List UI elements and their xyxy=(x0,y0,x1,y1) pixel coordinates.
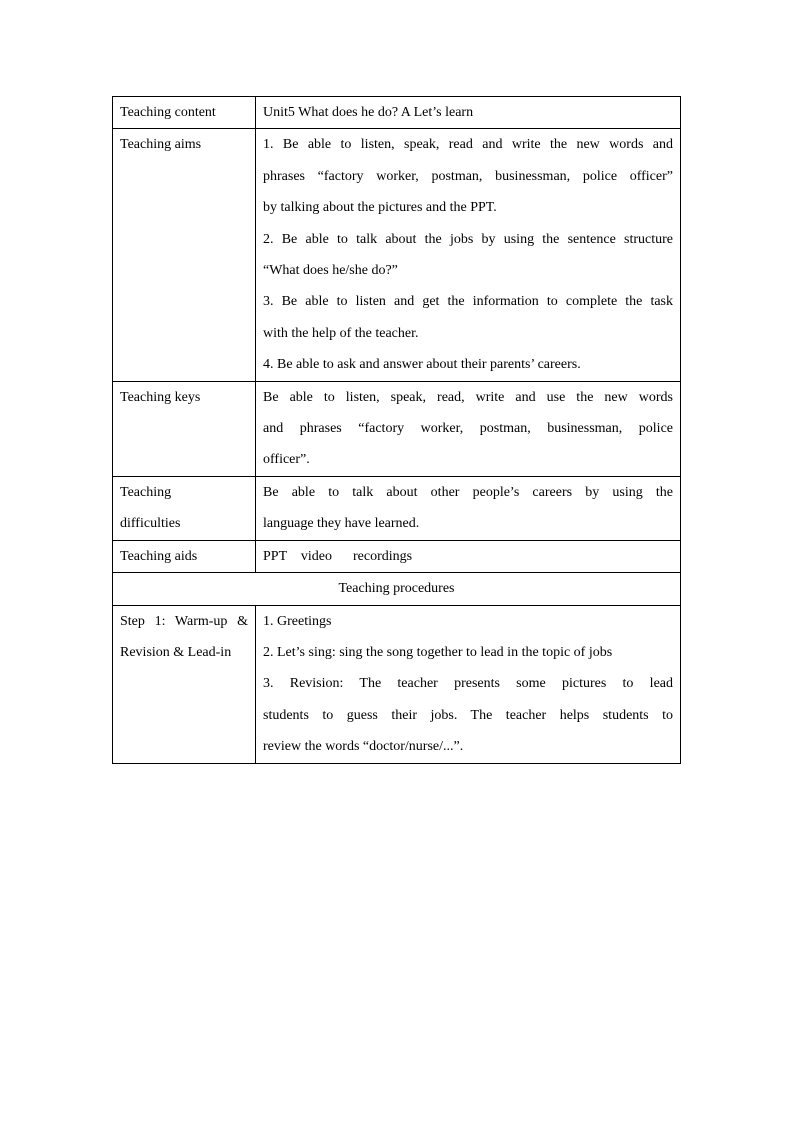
aims-line: phrases “factory worker, postman, businessman, police officer” xyxy=(263,168,673,184)
difficulties-label-line: Teaching xyxy=(120,484,172,500)
step1-line: 1. Greetings xyxy=(263,613,332,629)
row-step-1 xyxy=(113,605,681,763)
aims-line: 2. Be able to talk about the jobs by using the sentence structure xyxy=(263,231,673,247)
lesson-plan-table xyxy=(112,96,681,764)
value-teaching-difficulties xyxy=(256,476,681,540)
keys-line: officer”. xyxy=(263,452,310,468)
step1-label-line: Step 1: Warm-up & xyxy=(120,613,248,629)
value-teaching-keys xyxy=(256,381,681,476)
label-teaching-content: Teaching content xyxy=(113,97,256,129)
difficulties-line: language they have learned. xyxy=(263,516,420,532)
step1-line: 2. Let’s sing: sing the song together to lead in the topic of jobs xyxy=(263,644,613,660)
keys-line: Be able to listen, speak, read, write and use the new words xyxy=(263,389,673,405)
row-teaching-content xyxy=(113,97,681,129)
row-teaching-keys xyxy=(113,381,681,476)
step1-line: students to guess their jobs. The teacher helps students to xyxy=(263,707,673,723)
aims-line: 4. Be able to ask and answer about their parents’ careers. xyxy=(263,357,581,373)
difficulties-label-line: difficulties xyxy=(120,516,181,532)
label-teaching-aids: Teaching aids xyxy=(113,540,256,572)
value-step-1 xyxy=(256,605,681,763)
value-teaching-aids: PPT video recordings xyxy=(256,540,681,572)
aims-line: 3. Be able to listen and get the information to complete the task xyxy=(263,294,673,310)
step1-line: 3. Revision: The teacher presents some pictures to lead xyxy=(263,676,673,692)
label-teaching-aims: Teaching aims xyxy=(113,129,256,381)
step1-line: review the words “doctor/nurse/...”. xyxy=(263,739,464,755)
aims-line: with the help of the teacher. xyxy=(263,325,419,341)
aims-line: “What does he/she do?” xyxy=(263,263,398,279)
label-step-1 xyxy=(113,605,256,763)
aims-line: by talking about the pictures and the PPT. xyxy=(263,200,497,216)
row-teaching-aims xyxy=(113,129,681,381)
label-teaching-keys: Teaching keys xyxy=(113,381,256,476)
teaching-procedures-heading: Teaching procedures xyxy=(113,573,681,605)
aims-line: 1. Be able to listen, speak, read and write the new words and xyxy=(263,137,673,153)
difficulties-line: Be able to talk about other people’s careers by using the xyxy=(263,484,673,500)
value-teaching-aims xyxy=(256,129,681,381)
row-teaching-procedures xyxy=(113,573,681,605)
step1-label-line: Revision & Lead-in xyxy=(120,644,232,660)
row-teaching-aids xyxy=(113,540,681,572)
row-teaching-difficulties xyxy=(113,476,681,540)
value-teaching-content: Unit5 What does he do? A Let’s learn xyxy=(256,97,681,129)
label-teaching-difficulties xyxy=(113,476,256,540)
keys-line: and phrases “factory worker, postman, businessman, police xyxy=(263,421,673,437)
